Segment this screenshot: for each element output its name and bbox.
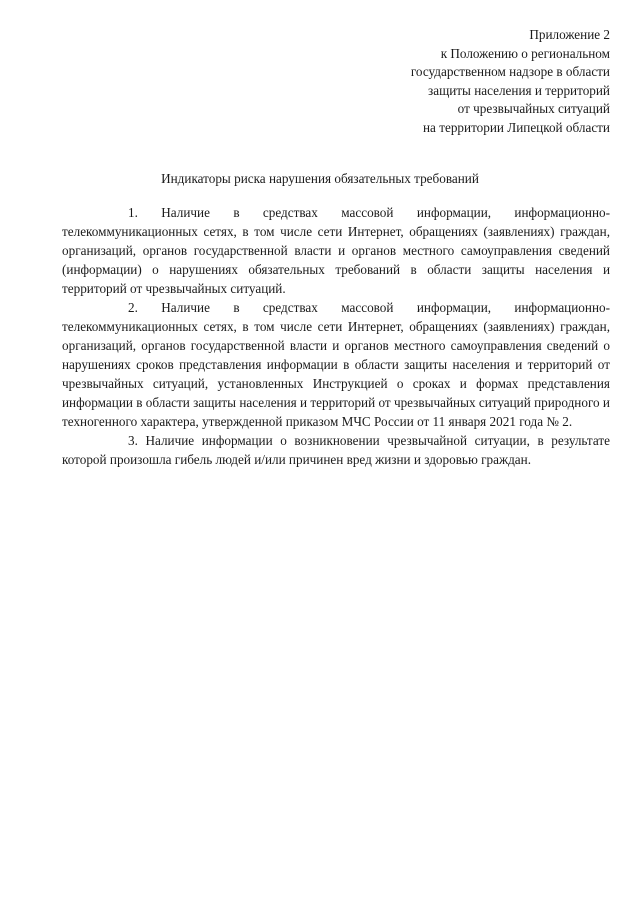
document-body — [62, 203, 610, 469]
appendix-line-reference: от чрезвычайных ситуаций — [457, 101, 610, 117]
appendix-line-reference: к Положению о региональном — [440, 45, 610, 61]
document-title: Индикаторы риска нарушения обязательных требований — [161, 171, 479, 186]
appendix-line-number: Приложение 2 — [529, 27, 610, 42]
appendix-line-reference: на территории Липецкой области — [423, 119, 610, 135]
paragraph-item-3: 3. Наличие информации о возникновении чрезвычайной ситуации, в результате которой произошла гибель людей и/или причинен вред жизни и здоровью граждан. — [62, 433, 610, 467]
appendix-header — [310, 26, 610, 138]
appendix-line-reference: защиты населения и территорий — [428, 82, 610, 98]
paragraph-item-2: 2. Наличие в средствах массовой информации, информационно-телекоммуникационных сетях, в том числе сети Интернет, обращениях (заявлениях) граждан, организаций, органов государственной власти и органов местного самоуправления сведений о нарушениях сроков представления информации в области защиты населения и территорий от чрезвычайных ситуаций, установленных Инструкцией о сроках и формах представления информации в области защиты населения и территорий от чрезвычайных ситуаций природного и техногенного характера, утвержденной приказом МЧС России от 11 января 2021 года № 2. — [62, 300, 610, 429]
paragraph-item-1: 1. Наличие в средствах массовой информации, информационно-телекоммуникационных сетях, в том числе сети Интернет, обращениях (заявлениях) граждан, организаций, органов государственной власти и органов местного самоуправления сведений (информации) о нарушениях обязательных требований в области защиты населения и территорий от чрезвычайных ситуаций. — [62, 205, 610, 296]
appendix-line-reference: государственном надзоре в области — [410, 64, 610, 80]
